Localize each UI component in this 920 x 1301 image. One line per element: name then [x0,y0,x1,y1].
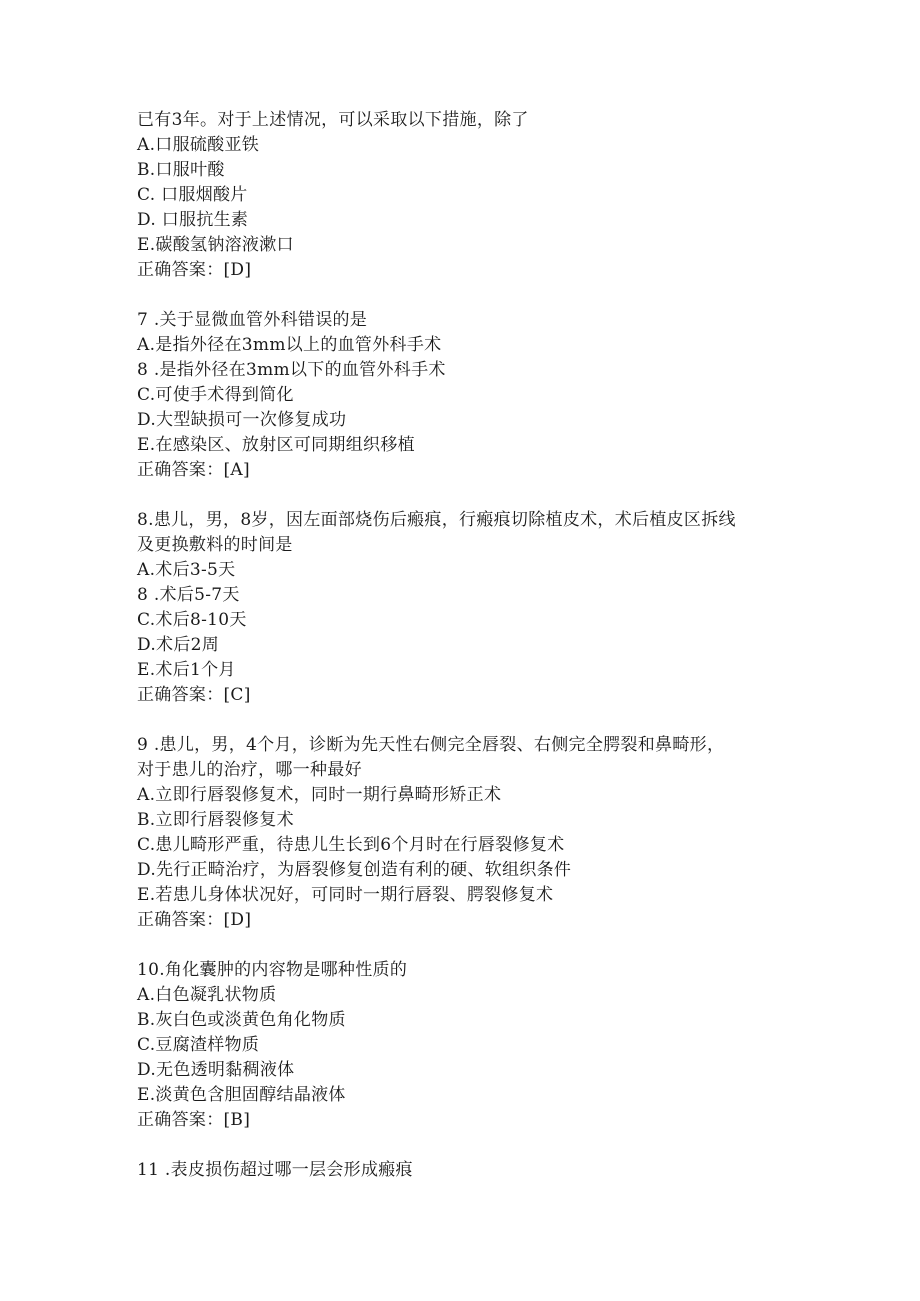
option-b: B.立即行唇裂修复术 [137,810,294,830]
option-a: A.是指外径在3mm以上的血管外科手术 [137,335,442,355]
correct-answer: 正确答案：[D] [137,260,252,280]
question-continuation: 已有3年。对于上述情况，可以采取以下措施，除了 [137,110,529,130]
correct-answer: 正确答案：[C] [137,685,251,705]
option-b: B.灰白色或淡黄色角化物质 [137,1010,346,1030]
question-10-stem: 10.角化囊肿的内容物是哪种性质的 [137,960,408,980]
option-e: E.碳酸氢钠溶液漱口 [137,235,294,255]
question-8-stem: 8.患儿，男，8岁，因左面部烧伤后瘢痕，行瘢痕切除植皮术，术后植皮区拆线 [137,510,736,530]
option-a: A.口服硫酸亚铁 [137,135,260,155]
option-e: E.若患儿身体状况好，可同时一期行唇裂、腭裂修复术 [137,885,554,905]
question-8-stem-cont: 及更换敷料的时间是 [137,535,293,555]
option-a: A.白色凝乳状物质 [137,985,277,1005]
option-c: C.可使手术得到简化 [137,385,294,405]
option-c: C.豆腐渣样物质 [137,1035,260,1055]
option-e: E.在感染区、放射区可同期组织移植 [137,435,415,455]
question-9-stem-cont: 对于患儿的治疗，哪一种最好 [137,760,362,780]
correct-answer: 正确答案：[D] [137,910,252,930]
correct-answer: 正确答案：[A] [137,460,250,480]
option-a: A.术后3-5天 [137,560,236,580]
option-c: C.患儿畸形严重，待患儿生长到6个月时在行唇裂修复术 [137,835,565,855]
question-9-stem: 9 .患儿，男，4个月，诊断为先天性右侧完全唇裂、右侧完全腭裂和鼻畸形， [137,735,725,755]
option-b: 8 .术后5-7天 [137,585,240,605]
option-d: D.术后2周 [137,635,220,655]
option-e: E.术后1个月 [137,660,236,680]
option-a: A.立即行唇裂修复术，同时一期行鼻畸形矫正术 [137,785,502,805]
option-c: C. 口服烟酸片 [137,185,248,205]
option-b: 8 .是指外径在3mm以下的血管外科手术 [137,360,446,380]
question-7-stem: 7 .关于显微血管外科错误的是 [137,310,368,330]
option-e: E.淡黄色含胆固醇结晶液体 [137,1085,346,1105]
question-11-stem: 11 .表皮损伤超过哪一层会形成瘢痕 [137,1160,413,1180]
option-b: B.口服叶酸 [137,160,225,180]
option-d: D.大型缺损可一次修复成功 [137,410,347,430]
option-d: D.无色透明黏稠液体 [137,1060,295,1080]
option-d: D. 口服抗生素 [137,210,249,230]
option-c: C.术后8-10天 [137,610,247,630]
option-d: D.先行正畸治疗，为唇裂修复创造有利的硬、软组织条件 [137,860,572,880]
correct-answer: 正确答案：[B] [137,1110,251,1130]
